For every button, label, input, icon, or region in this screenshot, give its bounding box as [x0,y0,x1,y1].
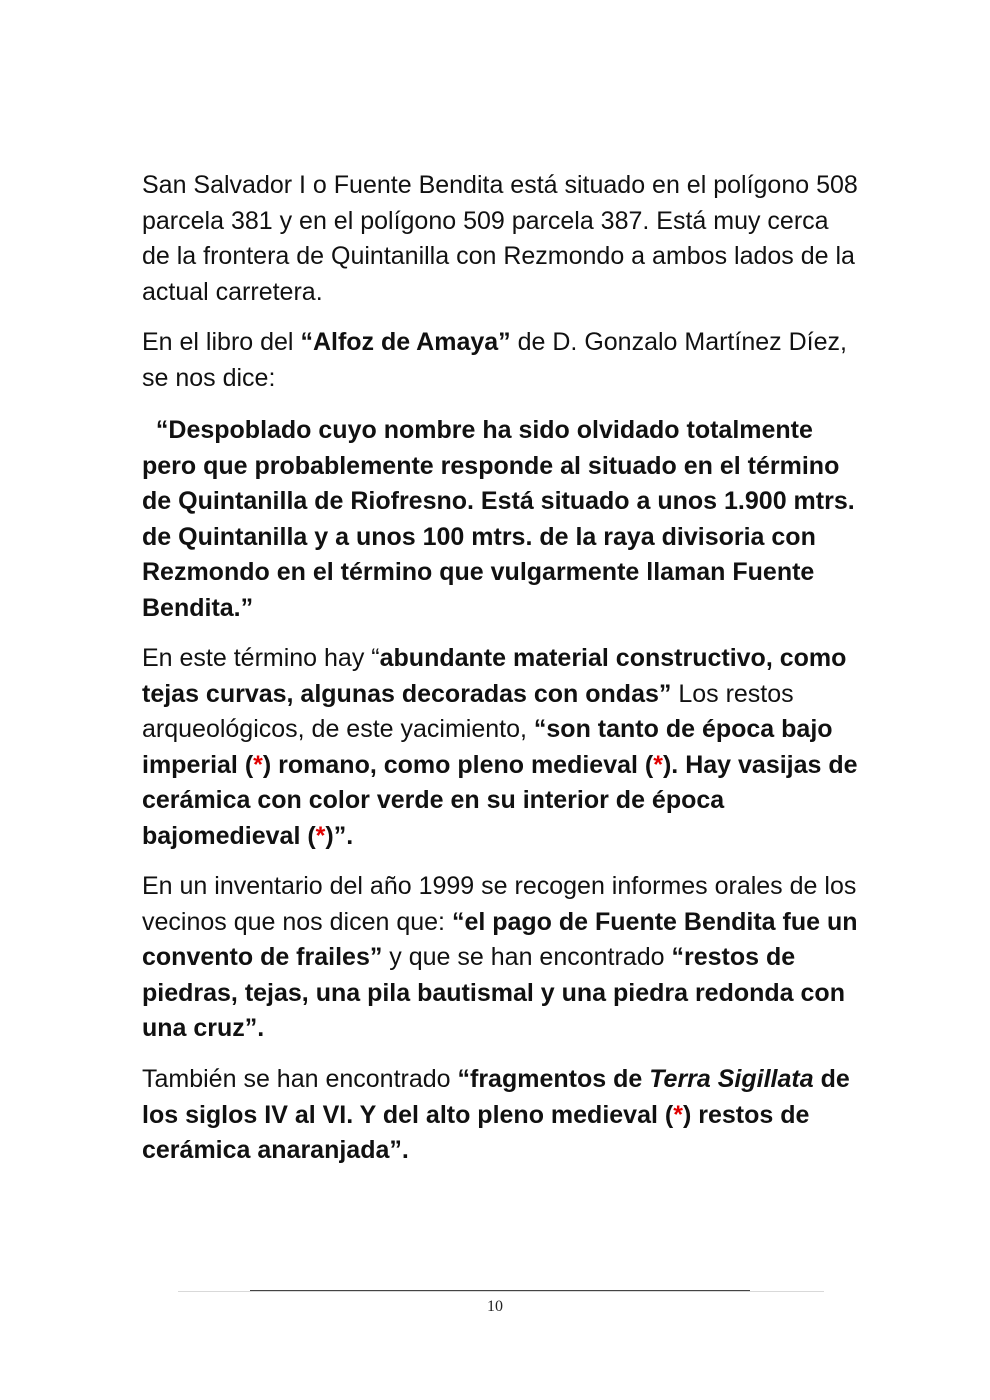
quote-text: “Despoblado cuyo nombre ha sido olvidado totalmente pero que probablemente responde al situado en el término de Quintanilla de Riofresno. Está situado a unos 1.900 mtrs. de Quintanilla y a unos 100 mtrs. de la raya divisoria con Rezmondo en el término que vulgarmente llaman Fuente Bendita.” [142,416,855,622]
bold-run: ). Hay vasijas de cerámica con color verde en su interior de época bajomedieval ( [142,750,858,850]
paragraph-materials [142,641,862,854]
bold-run: “el pago de Fuente Bendita fue un convento de frailes” [142,907,858,971]
bold-run: )”. [325,821,354,850]
text-run: En este término hay “ [142,644,380,672]
bold-run: “son tanto de época bajo imperial ( [142,715,833,779]
paragraph-inventory [142,869,862,1047]
paragraph-text [142,1062,862,1169]
italic-term: Terra Sigillata [649,1065,814,1093]
paragraph-text [142,325,862,396]
paragraph-location [142,168,862,310]
footer-divider [178,1291,824,1292]
text-run: Los restos arqueológicos, de este yacimiento, [142,679,794,743]
page-number: 10 [487,1298,503,1315]
asterisk-mark: * [253,750,263,779]
book-title: “Alfoz de Amaya” [300,328,511,356]
bold-run: ) romano, como pleno medieval ( [262,750,654,779]
asterisk-mark: * [673,1100,683,1129]
text-run: También se han encontrado [142,1065,458,1093]
asterisk-mark: * [653,750,663,779]
text-run: En un inventario del año 1999 se recogen informes orales de los vecinos que nos dicen que: [142,872,857,936]
bold-run: ) restos de cerámica anaranjada”. [142,1100,810,1164]
paragraph-text: San Salvador I o Fuente Bendita está situado en el polígono 508 parcela 381 y en el polígono 509 parcela 387. Está muy cerca de la frontera de Quintanilla con Rezmondo a ambos lados de la actual carretera. [142,171,858,306]
asterisk-mark: * [315,821,326,850]
paragraph-text [142,641,862,854]
text-run: y que se han encontrado [382,943,672,971]
footer-divider-accent [250,1290,750,1291]
bold-run: de los siglos IV al VI. Y del alto pleno medieval ( [142,1065,850,1129]
paragraph-text [142,869,862,1047]
bold-run: “fragmentos de [457,1065,650,1093]
text-run: En el libro del [142,328,301,356]
paragraph-quote [142,413,862,626]
paragraph-source [142,325,862,396]
text-run: de D. Gonzalo Martínez Díez, se nos dice: [142,328,847,392]
bold-run: abundante material constructivo, como tejas curvas, algunas decoradas con ondas” [142,644,847,708]
bold-run: “restos de piedras, tejas, una pila bautismal y una piedra redonda con una cruz”. [142,943,845,1042]
paragraph-fragments [142,1062,862,1169]
